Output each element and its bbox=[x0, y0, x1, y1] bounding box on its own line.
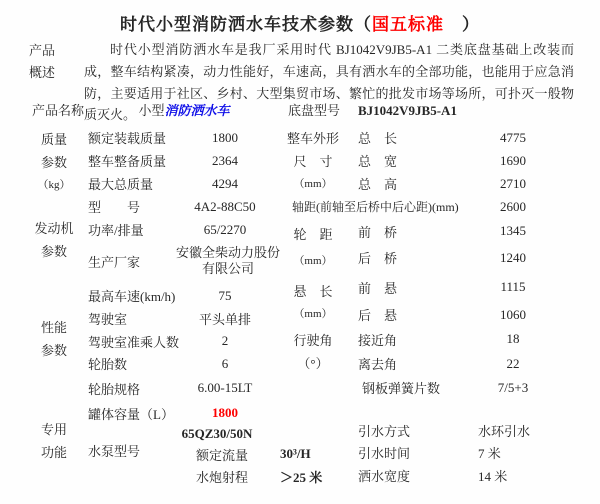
spec-value: 1690 bbox=[500, 152, 526, 168]
table-row bbox=[282, 244, 600, 271]
title-prefix: 时代小型消防洒水车技术参数（ bbox=[120, 15, 372, 34]
title-standard-highlight: 国五标准 bbox=[372, 15, 444, 34]
spec-key: 后 桥 bbox=[358, 251, 398, 266]
spec-key: 轮胎数 bbox=[88, 357, 128, 372]
spec-value: 65/2270 bbox=[203, 221, 247, 237]
table-row bbox=[282, 172, 600, 195]
spring-value: 7/5+3 bbox=[497, 379, 529, 395]
spec-value: 4294 bbox=[212, 175, 238, 191]
mass-label-line1: 质量 bbox=[40, 132, 67, 147]
spec-key: 水炮射程 bbox=[195, 469, 248, 485]
spec-key: 功率/排量 bbox=[88, 223, 144, 238]
table-row bbox=[282, 271, 600, 303]
spec-value: 1240 bbox=[500, 249, 526, 265]
product-name-row bbox=[0, 100, 600, 122]
overview-text: 时代小型消防洒水车是我厂采用时代 BJ1042V9JB5-A1 二类底盘基础上改装而成，整车结构紧凑，动力性能好，车速高，具有洒水车的全部功能，也能用于应急消防，主要适用于社区、乡村、大型集贸市场、繁忙的批发市场等场所，可扑灭一般物质灭火。 bbox=[84, 42, 574, 123]
special-label-line2: 功能 bbox=[40, 444, 67, 460]
overview-label-line2: 概述 bbox=[28, 65, 55, 80]
spec-value: 7 米 bbox=[478, 445, 501, 461]
spec-key: 洒水宽度 bbox=[358, 468, 411, 484]
spec-key: 后 悬 bbox=[358, 308, 398, 323]
special-label-line1: 专用 bbox=[40, 422, 67, 437]
table-row bbox=[282, 441, 600, 463]
wheelbase-key: 轴距(前轴至后桥中后心距)(mm) bbox=[292, 200, 459, 214]
chassis-model-label: 底盘型号 bbox=[287, 103, 340, 118]
spec-key: 额定装载质量 bbox=[88, 131, 167, 146]
spec-key: 生产厂家 bbox=[88, 254, 141, 270]
engine-label-line2: 参数 bbox=[40, 243, 67, 259]
spec-value: 2 bbox=[221, 333, 229, 348]
spec-value: 安徽全柴动力股份有限公司 bbox=[175, 245, 280, 276]
table-row bbox=[282, 126, 600, 149]
spec-value: 2364 bbox=[212, 152, 238, 168]
table-row bbox=[282, 326, 600, 352]
spec-key: 型 号 bbox=[88, 200, 141, 215]
spec-key: 总 长 bbox=[358, 131, 398, 146]
engine-label-line1: 发动机 bbox=[34, 221, 74, 236]
spec-value: 30³/H bbox=[280, 446, 311, 461]
table-row bbox=[282, 195, 600, 218]
spec-key: 总 宽 bbox=[358, 154, 398, 169]
spec-key: 最大总质量 bbox=[88, 177, 154, 192]
pump-model-label: 水泵型号 bbox=[88, 444, 141, 459]
product-name-highlight: 消防洒水车 bbox=[164, 103, 230, 118]
table-row bbox=[282, 303, 600, 326]
spec-value: 1345 bbox=[500, 223, 526, 238]
pump-model-value: 65QZ30/50N bbox=[181, 426, 253, 441]
angles-label-line1: 行驶角 bbox=[293, 333, 333, 348]
angles-label-unit: （°） bbox=[297, 356, 329, 371]
table-row bbox=[282, 419, 600, 441]
spec-value: 6 bbox=[221, 355, 229, 371]
spec-value: 1060 bbox=[500, 306, 526, 322]
spec-key: 前 悬 bbox=[358, 280, 398, 296]
dimensions-label-line1: 整车外形 bbox=[286, 131, 339, 146]
table-row bbox=[282, 149, 600, 172]
mass-label-unit: （kg） bbox=[37, 179, 71, 192]
track-label-unit: （mm） bbox=[293, 255, 333, 267]
spec-value: 平头单排 bbox=[198, 312, 251, 327]
table-row bbox=[282, 375, 600, 400]
spec-key: 离去角 bbox=[358, 357, 398, 372]
spec-value: 14 米 bbox=[478, 468, 508, 484]
spec-key: 整车整备质量 bbox=[88, 154, 167, 169]
spec-value: 1115 bbox=[500, 279, 526, 294]
spec-key: 额定流量 bbox=[195, 447, 248, 463]
spec-key: 驾驶室准乘人数 bbox=[88, 334, 180, 350]
dimensions-label-line2: 尺 寸 bbox=[293, 153, 333, 169]
spec-value: 6.00-15LT bbox=[197, 380, 253, 395]
spec-value: 水环引水 bbox=[478, 423, 531, 439]
product-name-prefix: 小型 bbox=[138, 103, 165, 118]
spec-key: 总 高 bbox=[358, 177, 398, 192]
track-label-line1: 轮 距 bbox=[293, 227, 333, 242]
spec-key: 引水时间 bbox=[358, 445, 411, 461]
section-gap bbox=[282, 400, 600, 419]
dimensions-label-unit: （mm） bbox=[293, 178, 333, 190]
tank-capacity-value: 1800 bbox=[212, 405, 238, 420]
spec-key: 接近角 bbox=[358, 332, 398, 348]
spec-key: 前 桥 bbox=[358, 224, 398, 240]
spec-key: 罐体容量（L） bbox=[88, 406, 174, 422]
overhang-label-unit: （mm） bbox=[293, 308, 333, 320]
table-row bbox=[282, 218, 600, 244]
spec-value: 4775 bbox=[500, 129, 526, 145]
page-title bbox=[0, 10, 600, 35]
spec-value: 2710 bbox=[500, 175, 526, 191]
chassis-model-value: BJ1042V9JB5-A1 bbox=[358, 103, 457, 118]
performance-label-line1: 性能 bbox=[40, 320, 67, 335]
spec-value: 1800 bbox=[212, 129, 238, 145]
spec-value: 18 bbox=[506, 331, 520, 346]
spring-key: 钢板弹簧片数 bbox=[361, 381, 440, 396]
mass-label-line2: 参数 bbox=[40, 154, 67, 170]
table-row bbox=[282, 463, 600, 487]
product-name-label: 产品名称 bbox=[31, 103, 84, 118]
table-row bbox=[282, 352, 600, 375]
spec-key: 最高车速(km/h) bbox=[88, 289, 176, 304]
product-name-value bbox=[108, 100, 260, 122]
spec-key: 轮胎规格 bbox=[88, 381, 141, 397]
performance-label-line2: 参数 bbox=[40, 342, 67, 358]
overview-label-line1: 产品 bbox=[28, 43, 55, 58]
spec-value: 4A2-88C50 bbox=[194, 198, 256, 214]
spec-key: 引水方式 bbox=[358, 423, 411, 439]
right-spec-table bbox=[282, 126, 600, 487]
spec-value: 75 bbox=[218, 287, 232, 303]
spec-key: 驾驶室 bbox=[88, 312, 128, 327]
overhang-label-line1: 悬 长 bbox=[293, 284, 333, 299]
spec-value: ＞25 米 bbox=[280, 469, 323, 485]
spec-value: 22 bbox=[506, 355, 520, 371]
title-suffix: ） bbox=[444, 15, 480, 34]
wheelbase-value: 2600 bbox=[500, 198, 526, 214]
